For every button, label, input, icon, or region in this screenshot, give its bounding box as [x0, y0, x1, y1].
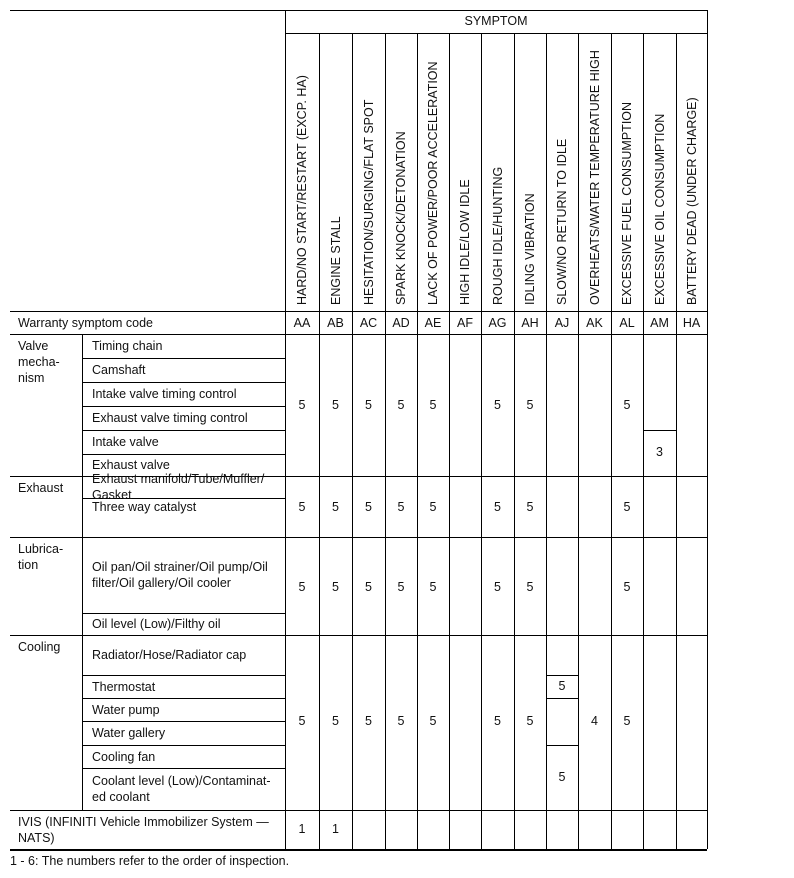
- column-divider: [319, 33, 320, 849]
- item-column-divider: [82, 537, 83, 635]
- column-divider: [514, 33, 515, 849]
- cell-value: 4: [591, 714, 598, 728]
- column-name-aj: SLOW/NO RETURN TO IDLE: [555, 138, 569, 305]
- group-bottom-rule: [10, 537, 707, 538]
- item-label-line: Three way catalyst: [92, 499, 197, 514]
- item-label-line: Camshaft: [92, 363, 146, 377]
- item-label-line: ed coolant: [92, 790, 150, 804]
- cell-value: 5: [365, 580, 372, 594]
- cell-value: 5: [397, 500, 405, 514]
- item-label: Oil level (Low)/Filthy oil: [92, 617, 221, 631]
- table-bottom-border: [10, 849, 707, 851]
- column-code-ag: AG: [488, 316, 507, 330]
- item-rule: [82, 382, 285, 383]
- column-name-af: HIGH IDLE/LOW IDLE: [458, 179, 472, 305]
- column-name-al: EXCESSIVE FUEL CONSUMPTION: [620, 101, 634, 305]
- group-name-line: IVIS (INFINITI Vehicle Immobilizer System —: [18, 815, 269, 829]
- footnote: 1 - 6: The numbers refer to the order of inspection.: [10, 854, 290, 868]
- item-label-line: Oil pan/Oil strainer/Oil pump/Oil: [92, 560, 268, 574]
- cell-value: 5: [623, 398, 631, 412]
- symptom-title: SYMPTOM: [464, 14, 528, 28]
- cell-value: 3: [656, 445, 663, 459]
- column-code-ac: AC: [359, 316, 378, 330]
- label-column-divider: [285, 10, 286, 849]
- item-label-line: filter/Oil gallery/Oil cooler: [92, 576, 231, 590]
- cell-rule: [546, 698, 578, 699]
- cell-value: 5: [623, 500, 631, 514]
- cell-value: 5: [429, 714, 437, 728]
- column-code-ah: AH: [521, 316, 539, 330]
- group-name-line: tion: [18, 558, 39, 572]
- column-name-ab: ENGINE STALL: [328, 216, 343, 305]
- item-rule: [82, 768, 285, 769]
- column-divider: [676, 33, 677, 849]
- cell-value: 1: [332, 822, 339, 836]
- column-name-ad: SPARK KNOCK/DETONATION: [394, 131, 408, 305]
- column-divider: [481, 33, 482, 849]
- table-right-border: [707, 10, 708, 849]
- cell-value: 5: [494, 500, 501, 514]
- column-name-ae: LACK OF POWER/POOR ACCELERATION: [426, 61, 440, 305]
- cell-value: 5: [298, 500, 306, 514]
- cell-value: 5: [332, 398, 339, 412]
- cell-value: 5: [429, 398, 437, 412]
- column-divider: [611, 33, 612, 849]
- group-bottom-rule: [10, 635, 707, 636]
- item-label-line: Gasket: [92, 488, 132, 502]
- cell-value: 5: [526, 580, 534, 594]
- column-divider: [643, 33, 644, 849]
- item-label-line: Intake valve: [92, 435, 159, 449]
- column-divider: [578, 33, 579, 849]
- item-rule: [82, 698, 285, 699]
- item-rule: [82, 454, 285, 455]
- item-label-line: Thermostat: [92, 679, 156, 694]
- cell-value: 5: [397, 714, 405, 728]
- cell-value: 5: [558, 679, 566, 693]
- item-label-line: Water gallery: [92, 726, 166, 740]
- group-name-line: NATS): [18, 831, 55, 845]
- item-rule: [82, 430, 285, 431]
- item-column-divider: [82, 476, 83, 537]
- column-code-ae: AE: [424, 316, 442, 330]
- cell-value: 5: [332, 580, 339, 594]
- item-rule: [82, 675, 285, 676]
- group-name-line: Cooling: [18, 640, 61, 654]
- cell-value: 5: [494, 580, 501, 594]
- cell-value: 5: [298, 398, 306, 412]
- cell-value: 5: [558, 770, 566, 784]
- column-divider: [449, 33, 450, 849]
- column-code-ha: HA: [682, 316, 701, 330]
- group-name-line: Valve: [18, 339, 49, 353]
- cell-value: 5: [494, 714, 501, 728]
- item-rule: [82, 613, 285, 614]
- cell-rule: [643, 430, 676, 431]
- column-name-aa: HARD/NO START/RESTART (EXCP. HA): [295, 75, 309, 305]
- column-divider: [352, 33, 353, 849]
- item-rule: [82, 406, 285, 407]
- group-name-line: Exhaust: [18, 481, 64, 495]
- cell-rule: [546, 745, 578, 746]
- cell-value: 5: [397, 580, 405, 594]
- warranty-symptom-code-label: Warranty symptom code: [18, 316, 153, 330]
- item-column-divider: [82, 635, 83, 810]
- code-row-top: [10, 311, 707, 312]
- cell-value: 5: [429, 580, 437, 594]
- cell-value: 5: [526, 714, 534, 728]
- column-code-aa: AA: [293, 316, 311, 330]
- column-divider: [385, 33, 386, 849]
- column-name-ha: BATTERY DEAD (UNDER CHARGE): [684, 97, 699, 305]
- table-top-border: [10, 10, 707, 11]
- column-name-ag: ROUGH IDLE/HUNTING: [490, 166, 505, 305]
- cell-value: 5: [332, 500, 339, 514]
- cell-value: 5: [298, 580, 306, 594]
- cell-value: 5: [623, 714, 631, 728]
- column-divider: [417, 33, 418, 849]
- cell-value: 5: [429, 500, 437, 514]
- cell-value: 5: [332, 714, 339, 728]
- column-divider: [546, 33, 547, 849]
- item-label-line: Cooling fan: [92, 749, 156, 764]
- item-label-line: Exhaust manifold/Tube/Muffler/: [92, 472, 265, 486]
- item-rule: [82, 358, 285, 359]
- column-name-ah: IDLING VIBRATION: [523, 193, 537, 305]
- group-bottom-rule: [10, 810, 707, 811]
- item-label-line: Timing chain: [92, 339, 163, 353]
- item-label-line: Coolant level (Low)/Contaminat-: [92, 774, 271, 788]
- item-label-line: Water pump: [92, 702, 160, 717]
- group-name-line: nism: [18, 371, 45, 385]
- cell-value: 5: [526, 500, 534, 514]
- column-code-af: AF: [457, 316, 473, 330]
- cell-value: 5: [365, 398, 372, 412]
- item-label-line: Exhaust valve timing control: [92, 411, 248, 425]
- item-rule: [82, 745, 285, 746]
- code-row-bottom: [10, 334, 707, 335]
- cell-value: 5: [494, 398, 501, 412]
- cell-value: 5: [623, 580, 631, 594]
- column-code-al: AL: [619, 316, 635, 330]
- cell-value: 5: [298, 714, 306, 728]
- cell-value: 5: [365, 714, 372, 728]
- column-code-am: AM: [650, 316, 669, 330]
- item-label-line: Intake valve timing control: [92, 387, 237, 401]
- cell-value: 5: [365, 500, 372, 514]
- column-code-ad: AD: [392, 316, 410, 330]
- item-rule: [82, 721, 285, 722]
- cell-value: 5: [397, 398, 405, 412]
- item-label-line: Exhaust valve: [92, 458, 170, 472]
- column-code-aj: AJ: [554, 316, 570, 330]
- cell-rule: [546, 675, 578, 676]
- group-name-line: mecha-: [18, 355, 60, 369]
- column-name-ac: HESITATION/SURGING/FLAT SPOT: [361, 99, 376, 305]
- column-code-ak: AK: [586, 316, 603, 330]
- column-code-ab: AB: [327, 316, 344, 330]
- cell-value: 1: [298, 822, 306, 836]
- group-name-line: Lubrica-: [18, 542, 64, 556]
- column-name-am: EXCESSIVE OIL CONSUMPTION: [652, 113, 667, 305]
- column-name-ak: OVERHEATS/WATER TEMPERATURE HIGH: [587, 50, 602, 305]
- item-label-line: Radiator/Hose/Radiator cap: [92, 648, 247, 662]
- cell-value: 5: [526, 398, 534, 412]
